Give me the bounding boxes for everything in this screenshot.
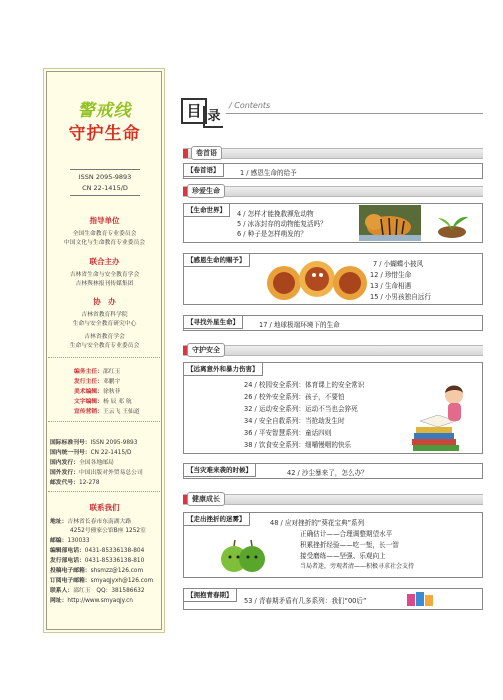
section-title: 珍爱生命	[187, 184, 225, 198]
category-tag: 【拥抱青春期】	[184, 589, 237, 602]
girl-reading-books-illustration	[410, 381, 478, 453]
category-tag: 【当灾难来袭的时候】	[184, 464, 256, 477]
toc-entry[interactable]: 正确估计——合理调整期望水平	[300, 530, 393, 538]
toc-entry[interactable]: 5 / 冰冻封存的动物能复活吗？	[237, 220, 327, 228]
category-box	[183, 203, 483, 243]
toc-entry[interactable]: 24 / 校园安全系列：体育课上的安全常识	[244, 381, 365, 389]
cn-number: CN 22-1415/D	[82, 184, 128, 192]
category-tag: 【远离意外和暴力伤害】	[184, 363, 263, 376]
category-tag: 【感恩生命的赐予】	[184, 254, 250, 267]
category-box	[183, 253, 483, 305]
category-tag: 【寻找外星生命】	[184, 316, 243, 329]
chestnut-illustration	[262, 257, 372, 303]
contents-label: / Contents	[229, 101, 271, 110]
toc-entry[interactable]: 接受磨练——坚强、乐观向上	[300, 552, 386, 560]
toc-entry[interactable]: 15 / 小男孩独自远行	[370, 293, 431, 301]
toc-entry[interactable]: 34 / 安全自救系列：当抢劫发生时	[244, 417, 345, 425]
section-title: 守护安全	[187, 343, 225, 357]
divider	[48, 357, 160, 358]
sponsor-title: 联合主办	[89, 257, 120, 266]
contact-entry: 联系人：邵红玉 QQ：381586632	[50, 588, 145, 594]
contact-entry: 邮编：130033	[50, 538, 90, 544]
toc-entry[interactable]: 42 / 沙尘暴来了，怎么办？	[287, 469, 368, 477]
youth-graphic-icon	[406, 590, 434, 610]
toc-entry[interactable]: 32 / 运动安全系列：运动不当也会猝死	[244, 405, 358, 413]
guidance-line: 全国生命教育专业委员会	[72, 231, 137, 237]
toc-entry[interactable]: 1 / 感恩生命的给予	[240, 169, 297, 177]
toc-entry[interactable]: 4 / 怎样才能挽救濒危动物	[237, 210, 314, 218]
masthead-sidebar	[43, 68, 165, 633]
category-box	[183, 315, 483, 331]
divider	[48, 421, 160, 422]
toc-entry[interactable]: 26 / 校外安全系列：孩子，不要怕	[244, 393, 345, 401]
banner-mark	[183, 149, 188, 158]
contact-title: 联系我们	[89, 503, 120, 512]
toc-entry[interactable]: 36 / 平安智慧系列：童话四则	[244, 429, 332, 437]
tiger-photo	[359, 205, 421, 241]
publication-entry: 国内发行：全国各地邮局	[50, 460, 114, 466]
heading-char-lu: 录	[203, 106, 223, 128]
coorganizer-line: 生命与安全教育研究中心	[72, 321, 137, 327]
publication-entry: 国外发行：中国出版对外贸易总公司	[50, 470, 143, 476]
section-banner	[183, 148, 483, 159]
contact-entry: 编辑部电话：0431-85336138-804	[50, 548, 145, 554]
toc-entry[interactable]: 积累挫折经验——吃一堑，长一智	[300, 541, 399, 549]
category-box	[183, 362, 483, 454]
staff-entry: 编务主任：邵红玉	[74, 369, 121, 375]
toc-entry[interactable]: 7 / 小蝴蝶小披风	[373, 260, 424, 268]
coorganizer-line: 吉林省教育学会	[84, 334, 125, 340]
toc-entry[interactable]: 6 / 种子是怎样萌发的？	[237, 230, 307, 238]
publication-entry: 国内统一刊号：CN 22-1415/D	[50, 450, 132, 456]
section-title: 健康成长	[187, 492, 225, 506]
section-banner	[183, 345, 483, 356]
section-banner	[183, 186, 483, 197]
category-box	[183, 463, 483, 479]
contact-entry: 4252号僮家公馆B座 1252室	[70, 528, 146, 534]
staff-entry: 美术编辑：徐秋菲	[74, 389, 121, 395]
section-title: 卷首语	[191, 146, 222, 160]
guidance-line: 中国文化与生命教育专业委员会	[63, 240, 146, 246]
coorganizer-line: 生命与安全教育专业委员会	[69, 343, 140, 349]
magazine-logo: 守护生命	[68, 124, 141, 144]
toc-entry[interactable]: 12 / 珍惜生命	[370, 271, 412, 279]
publication-entry: 国际标准刊号：ISSN 2095-9893	[50, 440, 138, 446]
sponsor-line: 吉林省生命与安全教育学会	[69, 272, 140, 278]
toc-entry[interactable]: 当局者迷，旁观者清——积极寻求社会支持	[300, 563, 415, 570]
divider	[70, 169, 140, 170]
logo-subtitle: 警戒线	[77, 101, 132, 121]
toc-entry[interactable]: 53 / 青春期矛盾有几多系列：我们“00后”	[244, 597, 367, 605]
coorganizer-line: 吉林省教育科学院	[81, 312, 128, 318]
section-banner	[183, 494, 483, 505]
category-tag: 【走出挫折的迷雾】	[184, 513, 250, 526]
divider	[226, 113, 483, 114]
category-tag: 【卷首语】	[184, 164, 224, 177]
coorganizer-title: 协 办	[93, 297, 116, 306]
staff-entry: 文字编辑：杨 辰 邓 航	[74, 399, 132, 405]
staff-entry: 发行主任：邓鹏宇	[74, 379, 121, 385]
contact-entry: 地址：吉林省长春市东南湖大路	[50, 519, 132, 525]
heading-char-mu: 目	[181, 98, 207, 124]
issn-number: ISSN 2095-9893	[78, 173, 132, 181]
toc-entry[interactable]: 13 / 生命相遇	[370, 282, 412, 290]
staff-entry: 宣传营销：王云飞 王仙道	[74, 409, 140, 415]
toc-entry[interactable]: 38 / 饮食安全系列：细嚼慢咽的快乐	[244, 441, 352, 449]
contact-entry: 发行部电话：0431-85336138-810	[50, 558, 145, 564]
category-box	[183, 588, 483, 610]
green-apples-illustration	[218, 537, 268, 575]
toc-entry[interactable]: 48 / 应对挫折的“葵花宝典”系列	[270, 519, 365, 527]
contents-heading	[181, 98, 233, 130]
seed-sprout-illustration	[424, 208, 480, 240]
toc-entry[interactable]: 17 / 地球极端环境下的生命	[259, 321, 340, 329]
sponsor-line: 吉林舆林报刊传媒集团	[75, 281, 134, 287]
category-tag: 【生命世界】	[184, 204, 230, 217]
contact-entry: 投稿电子邮箱：shsmzz@126.com	[50, 568, 144, 574]
category-box	[183, 163, 483, 179]
guidance-title: 指导单位	[89, 216, 120, 225]
publication-entry: 邮发代号：12-278	[50, 480, 100, 486]
divider	[48, 491, 160, 492]
divider	[70, 195, 140, 196]
contact-entry: 网址：http://www.smyaqjy.cn	[50, 598, 133, 604]
category-box	[183, 512, 483, 578]
contact-entry: 订阅电子邮箱：smyaqjyxh@126.com	[50, 578, 154, 584]
